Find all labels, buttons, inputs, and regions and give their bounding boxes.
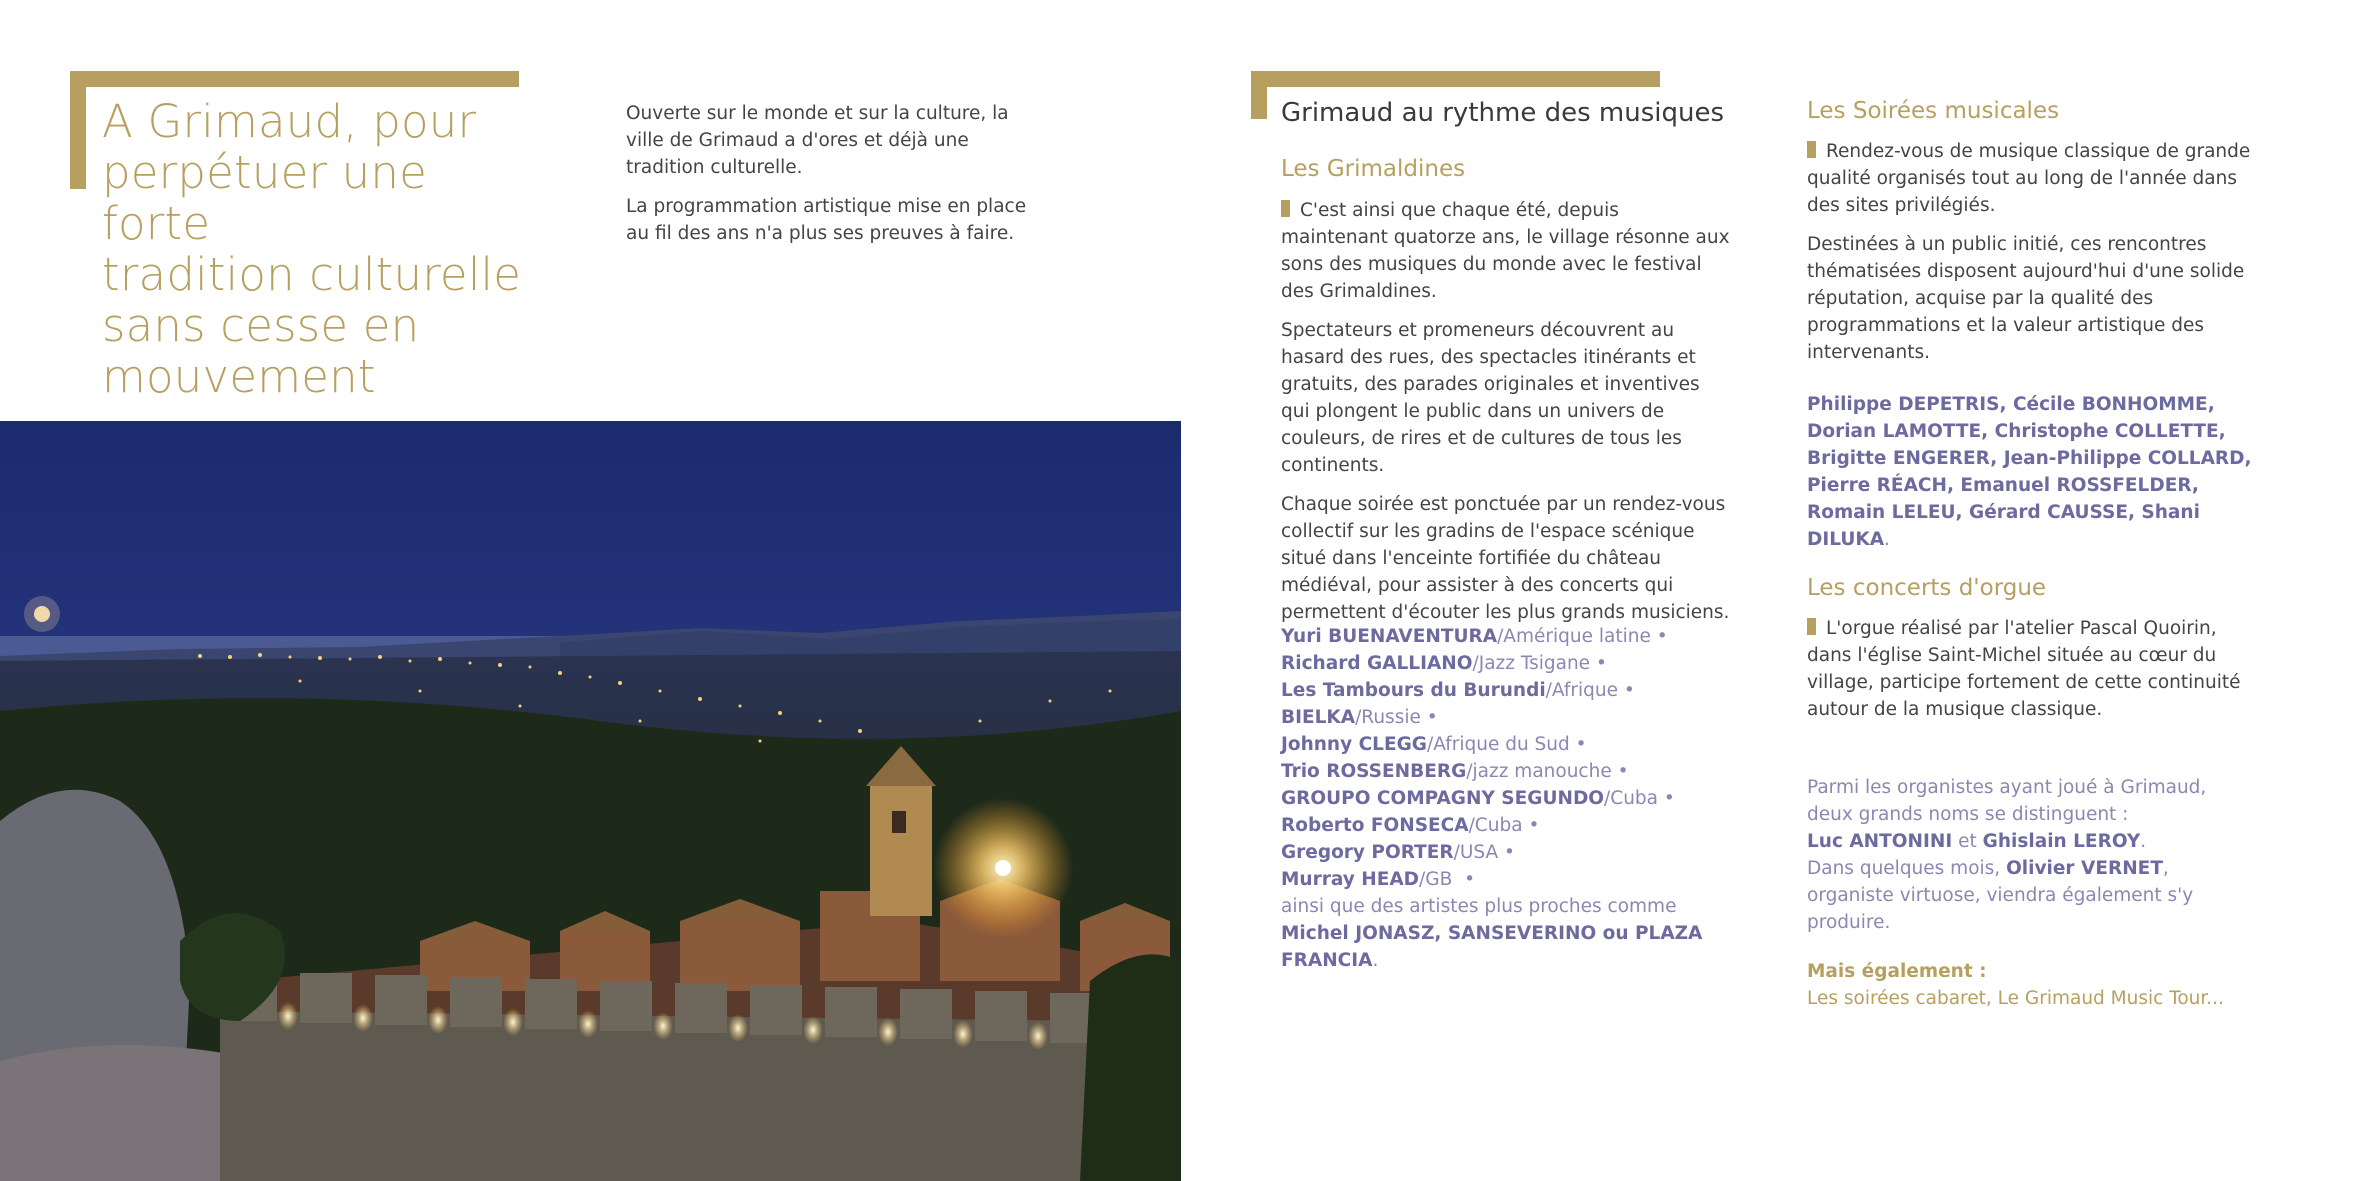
orgue-title: Les concerts d'orgue xyxy=(1807,575,2047,601)
list-item: Trio ROSSENBERG/jazz manouche • xyxy=(1281,761,1629,782)
list-item: Roberto FONSECA/Cuba • xyxy=(1281,815,1540,836)
vernet-text: Dans quelques mois, Olivier VERNET, organiste virtuose, viendra également s'y produire. xyxy=(1807,858,2194,933)
bullet-icon xyxy=(1281,200,1290,217)
soirees-text xyxy=(1807,138,2257,378)
list-item: Dorian LAMOTTE, Christophe COLLETTE, xyxy=(1807,421,2226,442)
list-item: BIELKA/Russie • xyxy=(1281,707,1438,728)
intro-paragraph: Ouverte sur le monde et sur la culture, la ville de Grimaud a d'ores et déjà une tradition culturelle. xyxy=(626,103,1009,178)
list-item: Yuri BUENAVENTURA/Amérique latine • xyxy=(1281,626,1668,647)
also-title: Mais également : xyxy=(1807,961,1987,982)
list-item: Pierre RÉACH, Emanuel ROSSFELDER, xyxy=(1807,475,2199,496)
organists-intro: Parmi les organistes ayant joué à Grimaud, xyxy=(1807,777,2207,798)
list-item: Romain LELEU, Gérard CAUSSE, Shani DILUKA. xyxy=(1807,502,2200,550)
grimaldines-text xyxy=(1281,197,1731,638)
organists-text xyxy=(1807,774,2247,936)
organists-names: Luc ANTONINI et Ghislain LEROY. xyxy=(1807,831,2147,852)
intro-text xyxy=(626,100,1046,259)
orgue-paragraph: L'orgue réalisé par l'atelier Pascal Quoirin, dans l'église Saint-Michel située au cœur du village, participe fortement de cette continuité autour de la musique classique. xyxy=(1807,618,2241,720)
soirees-title: Les Soirées musicales xyxy=(1807,98,2060,124)
bullet-icon xyxy=(1807,141,1816,158)
section-deco-bar-side xyxy=(1251,71,1267,119)
list-item: Brigitte ENGERER, Jean-Philippe COLLARD, xyxy=(1807,448,2252,469)
list-item: Johnny CLEGG/Afrique du Sud • xyxy=(1281,734,1587,755)
grimaldines-paragraph: Chaque soirée est ponctuée par un rendez-vous collectif sur les gradins de l'espace scénique situé dans l'enceinte fortifiée du château médiéval, pour assister à des concerts qui permettent d'écouter les plus grands musiciens. xyxy=(1281,494,1730,623)
list-item: GROUPO COMPAGNY SEGUNDO/Cuba • xyxy=(1281,788,1675,809)
organists-intro: deux grands noms se distinguent : xyxy=(1807,804,2129,825)
grimaldines-paragraph: Spectateurs et promeneurs découvrent au hasard des rues, des spectacles itinérants et gratuits, des parades originales et inventives qui plongent le public dans un univers de couleurs, de rires et de cultures de tous les continents. xyxy=(1281,320,1700,476)
village-night-photo xyxy=(0,421,1181,1181)
page-title-line: tradition culturelle xyxy=(102,248,522,301)
title-deco-bar-side xyxy=(70,71,86,189)
grimaldines-paragraph: C'est ainsi que chaque été, depuis maintenant quatorze ans, le village résonne aux sons des musiques du monde avec le festival des Grimaldines. xyxy=(1281,200,1730,302)
list-item: Murray HEAD/GB • xyxy=(1281,869,1475,890)
also-text: Les soirées cabaret, Le Grimaud Music Tour... xyxy=(1807,988,2224,1009)
orgue-text xyxy=(1807,615,2247,735)
section-deco-bar-top xyxy=(1251,71,1660,87)
page-title xyxy=(102,96,542,402)
section-heading: Grimaud au rythme des musiques xyxy=(1281,98,1724,128)
bullet-icon xyxy=(1807,618,1816,635)
page-title-line: A Grimaud, pour xyxy=(102,95,477,148)
page-title-line: perpétuer une forte xyxy=(102,146,427,250)
title-deco-bar-top xyxy=(70,71,519,87)
grimaldines-title: Les Grimaldines xyxy=(1281,156,1466,182)
soirees-paragraph: Destinées à un public initié, ces rencontres thématisées disposent aujourd'hui d'une solide réputation, acquise par la qualité des programmations et la valeur artistique des intervenants. xyxy=(1807,234,2245,363)
list-item: Philippe DEPETRIS, Cécile BONHOMME, xyxy=(1807,394,2215,415)
soirees-artists xyxy=(1807,391,2277,553)
list-item: ainsi que des artistes plus proches comme xyxy=(1281,896,1677,917)
list-item: Richard GALLIANO/Jazz Tsigane • xyxy=(1281,653,1607,674)
list-item: Les Tambours du Burundi/Afrique • xyxy=(1281,680,1635,701)
list-item: Gregory PORTER/USA • xyxy=(1281,842,1515,863)
artists-list xyxy=(1281,623,1751,974)
page-title-line: sans cesse en xyxy=(102,299,420,352)
soirees-paragraph: Rendez-vous de musique classique de grande qualité organisés tout au long de l'année dans des sites privilégiés. xyxy=(1807,141,2251,216)
list-item: Michel JONASZ, SANSEVERINO ou PLAZA FRANCIA. xyxy=(1281,923,1703,971)
intro-paragraph: La programmation artistique mise en place au fil des ans n'a plus ses preuves à faire. xyxy=(626,196,1027,244)
page-title-line: mouvement xyxy=(102,350,376,403)
